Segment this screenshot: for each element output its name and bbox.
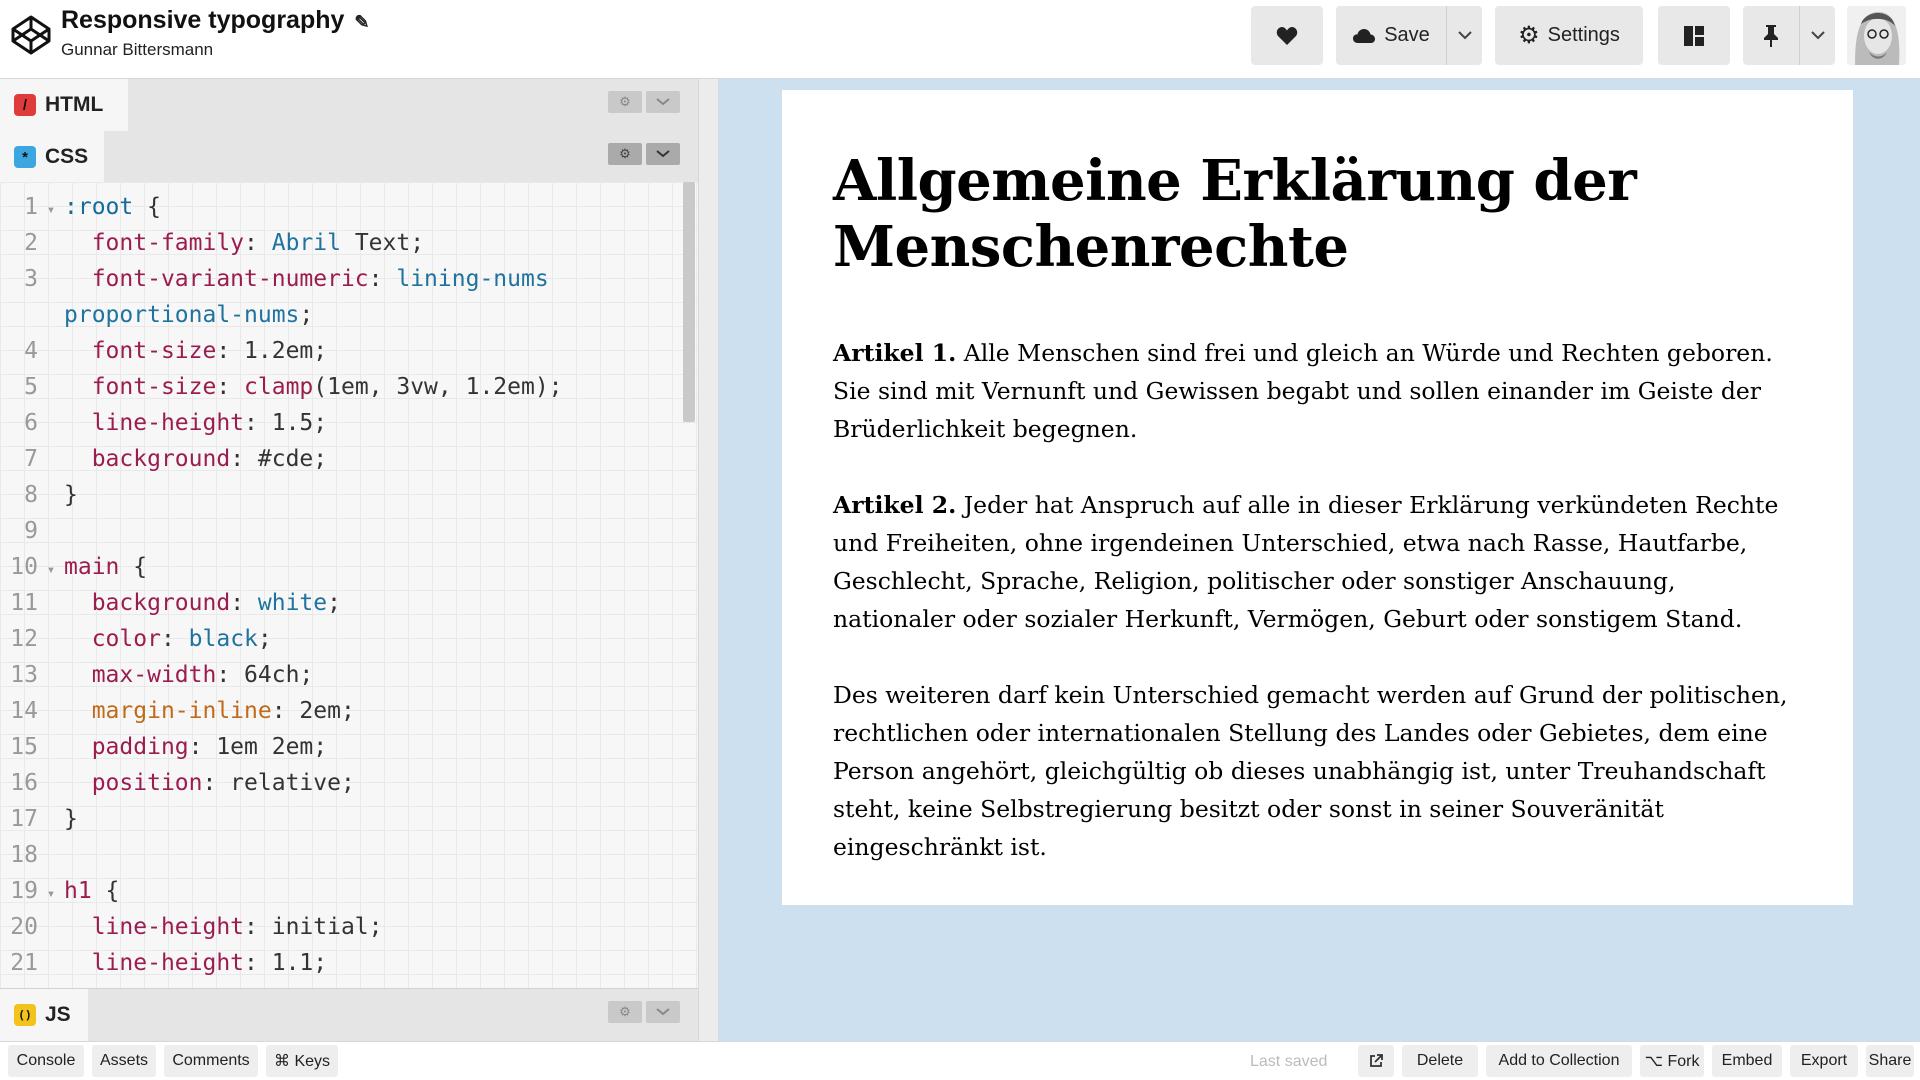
preview-heading: Allgemeine Erklärung der Menschenrechte <box>833 148 1637 280</box>
gear-icon: ⚙ <box>1518 22 1540 49</box>
code-token: ; <box>299 302 314 328</box>
pin-button[interactable] <box>1743 6 1799 65</box>
settings-button[interactable]: ⚙ Settings <box>1495 6 1643 65</box>
html-logo-icon: / <box>14 94 36 116</box>
code-token <box>64 734 92 760</box>
js-settings-button[interactable] <box>608 1001 642 1023</box>
code-token: position <box>91 770 203 796</box>
code-line[interactable] <box>0 477 78 513</box>
code-token: : #cde; <box>230 446 328 472</box>
code-token: background <box>91 590 231 616</box>
code-token: : relative; <box>202 770 355 796</box>
code-token <box>64 410 92 436</box>
codepen-logo-icon[interactable] <box>10 14 52 56</box>
code-token: line-height <box>91 410 245 436</box>
code-token: : <box>216 374 245 400</box>
code-token: white <box>257 590 328 616</box>
code-line[interactable] <box>0 225 424 261</box>
code-token: : <box>230 590 258 616</box>
user-avatar[interactable] <box>1847 6 1906 65</box>
code-scrollbar[interactable] <box>683 182 695 422</box>
js-tab[interactable]: ( ) JS <box>0 989 88 1041</box>
line-number: 13 <box>10 662 38 688</box>
code-token: main <box>64 554 120 580</box>
code-token <box>64 698 92 724</box>
html-settings-button[interactable] <box>608 91 642 113</box>
code-token <box>64 374 92 400</box>
code-token: Abril <box>271 230 341 256</box>
code-line[interactable] <box>0 513 64 549</box>
line-number: 8 <box>24 482 38 508</box>
code-line[interactable] <box>0 441 327 477</box>
line-number: 18 <box>10 842 38 868</box>
code-token <box>64 914 92 940</box>
article-2-continued: Des weiteren darf kein Unterschied gemacht werden auf Grund der politischen, rechtlichen oder internationalen Stellung des Landes oder Gebietes, dem eine Person angehört, gleichgültig ob dieses unabhängig ist, unter Treuhandschaft steht, keine Selbstregierung besitzt oder sonst in seiner Souveränität eingeschränkt ist. <box>833 681 1788 861</box>
css-tab[interactable]: * CSS <box>0 131 104 183</box>
code-token: font-variant-numeric <box>91 266 369 292</box>
code-token <box>64 770 92 796</box>
code-token: line-height <box>91 950 245 976</box>
pin-options-button[interactable] <box>1799 6 1835 65</box>
footer-bar <box>0 1041 1920 1080</box>
code-line[interactable] <box>0 549 147 585</box>
code-line[interactable] <box>0 585 341 621</box>
change-view-button[interactable] <box>1658 6 1730 65</box>
line-number: 2 <box>24 230 38 256</box>
code-token: lining-nums <box>396 266 549 292</box>
code-line[interactable] <box>0 405 327 441</box>
code-token: margin-inline <box>91 698 272 724</box>
chevron-down-icon <box>656 150 670 158</box>
article-1: Artikel 1. Alle Menschen sind frei und gleich an Würde und Rechten geboren. Sie sind mit Vernunft und Gewissen begabt und sollen einander im Geiste der Brüderlichkeit begegnen. <box>833 339 1773 443</box>
code-line[interactable] <box>0 801 78 837</box>
code-token: : 64ch; <box>216 662 314 688</box>
chevron-down-icon <box>656 98 670 106</box>
js-collapse-button[interactable] <box>646 1001 680 1023</box>
code-token: font-family <box>91 230 245 256</box>
share-button[interactable]: Share <box>1866 1045 1914 1077</box>
code-token: { <box>133 194 161 220</box>
line-number: 7 <box>24 446 38 472</box>
code-line[interactable] <box>0 765 355 801</box>
line-number: 4 <box>24 338 38 364</box>
html-editor-header <box>0 79 698 131</box>
chevron-down-icon <box>1811 31 1825 40</box>
code-token: clamp <box>244 374 314 400</box>
code-token: black <box>188 626 258 652</box>
external-link-icon <box>1368 1053 1384 1069</box>
code-token: : 1.2em; <box>216 338 328 364</box>
code-token: { <box>119 554 148 580</box>
code-token: (1em, 3vw, 1.2em); <box>313 374 563 400</box>
code-token: color <box>91 626 161 652</box>
article-2: Artikel 2. Jeder hat Anspruch auf alle in dieser Erklärung verkündeten Rechte und Freiheiten, ohne irgendeinen Unterschied, etwa nach Rasse, Hautfarbe, Geschlecht, Sprache, Religion, politischer oder sonstiger Anschauung, nationaler oder sozialer Herkunft, Vermögen, Geburt oder sonstigem Stand. <box>833 491 1779 633</box>
code-token: : 2em; <box>271 698 355 724</box>
layout-icon <box>1683 25 1705 47</box>
editor-column <box>0 79 698 1041</box>
love-button[interactable] <box>1251 6 1323 65</box>
line-number: 14 <box>10 698 38 724</box>
code-token: padding <box>91 734 189 760</box>
code-line[interactable] <box>0 909 383 945</box>
css-editor-header <box>0 131 698 182</box>
html-tab[interactable]: / HTML <box>0 79 128 131</box>
pane-resizer[interactable] <box>698 79 719 1041</box>
last-saved-status: Last saved <box>1250 1053 1328 1070</box>
code-token: : initial; <box>244 914 383 940</box>
pen-author[interactable]: Gunnar Bittersmann <box>61 40 214 59</box>
css-code-editor[interactable] <box>0 182 698 988</box>
code-token: : 1.5; <box>244 410 328 436</box>
gear-icon: ⚙ <box>619 146 631 161</box>
chevron-down-icon <box>656 1008 670 1016</box>
fold-toggle-icon[interactable]: ▾ <box>46 202 56 218</box>
pin-icon <box>1762 24 1780 48</box>
code-token: : <box>244 230 272 256</box>
pencil-icon[interactable]: ✎ <box>354 12 370 32</box>
code-line[interactable] <box>0 261 549 297</box>
code-token <box>64 230 92 256</box>
code-line[interactable] <box>0 729 327 765</box>
code-line[interactable] <box>0 297 313 333</box>
line-number: 12 <box>10 626 38 652</box>
chevron-down-icon <box>1458 31 1472 40</box>
preview-main <box>782 90 1853 905</box>
code-token: line-height <box>91 914 245 940</box>
comments-button[interactable]: Comments <box>164 1045 258 1077</box>
open-in-new-window-button[interactable] <box>1358 1045 1394 1077</box>
code-token: font-size <box>91 338 217 364</box>
line-number: 16 <box>10 770 38 796</box>
css-logo-icon: * <box>14 146 36 168</box>
code-token: Text; <box>340 230 425 256</box>
delete-button[interactable]: Delete <box>1402 1045 1478 1077</box>
assets-button[interactable]: Assets <box>92 1045 156 1077</box>
fold-toggle-icon[interactable]: ▾ <box>46 886 56 902</box>
line-number: 17 <box>10 806 38 832</box>
code-token: { <box>91 878 120 904</box>
line-number: 11 <box>10 590 38 616</box>
line-number: 1 <box>24 194 38 220</box>
html-collapse-button[interactable] <box>646 91 680 113</box>
code-token: background <box>91 446 231 472</box>
code-line[interactable] <box>0 333 327 369</box>
code-token: } <box>64 806 78 832</box>
add-to-collection-button[interactable]: Add to Collection <box>1486 1045 1632 1077</box>
code-line[interactable] <box>0 873 119 909</box>
code-line[interactable] <box>0 837 64 873</box>
save-options-button[interactable] <box>1446 6 1482 65</box>
line-number: 6 <box>24 410 38 436</box>
code-line[interactable] <box>0 657 313 693</box>
code-token <box>64 590 92 616</box>
gear-icon: ⚙ <box>619 1004 631 1019</box>
console-button[interactable]: Console <box>8 1045 84 1077</box>
css-settings-button[interactable] <box>608 143 642 165</box>
code-token: } <box>64 482 78 508</box>
js-logo-icon: ( ) <box>14 1004 36 1026</box>
line-number: 21 <box>10 950 38 976</box>
line-number: 19 <box>10 878 38 904</box>
line-number: 20 <box>10 914 38 940</box>
line-number: 10 <box>10 554 38 580</box>
code-line[interactable] <box>0 621 272 657</box>
code-line[interactable] <box>0 189 161 225</box>
code-token: proportional-nums <box>64 302 300 328</box>
code-token: : 1.1; <box>244 950 328 976</box>
line-number: 9 <box>24 518 38 544</box>
heart-icon <box>1276 26 1298 46</box>
line-number: 5 <box>24 374 38 400</box>
line-number: 3 <box>24 266 38 292</box>
code-token: h1 <box>64 878 92 904</box>
cloud-icon <box>1352 28 1376 44</box>
fold-toggle-icon[interactable]: ▾ <box>46 562 56 578</box>
export-button[interactable]: Export <box>1790 1045 1858 1077</box>
code-token: font-size <box>91 374 217 400</box>
code-token <box>64 446 92 472</box>
code-line[interactable] <box>0 945 327 981</box>
code-line[interactable] <box>0 693 355 729</box>
save-button[interactable]: Save <box>1336 6 1446 65</box>
fork-button[interactable]: ⌥ Fork <box>1640 1045 1704 1077</box>
code-token: : <box>160 626 189 652</box>
code-token: :root <box>64 194 134 220</box>
css-collapse-button[interactable] <box>646 143 680 165</box>
keys-button[interactable]: ⌘ Keys <box>266 1045 338 1077</box>
js-editor-header <box>0 988 698 1041</box>
gear-icon: ⚙ <box>619 94 631 109</box>
code-token: max-width <box>91 662 217 688</box>
code-token: ; <box>327 590 341 616</box>
avatar-image <box>1847 6 1906 65</box>
line-number: 15 <box>10 734 38 760</box>
code-token: : 1em 2em; <box>188 734 328 760</box>
code-line[interactable] <box>0 369 563 405</box>
code-token <box>64 626 92 652</box>
code-token <box>64 266 92 292</box>
code-token: : <box>368 266 397 292</box>
pen-title[interactable]: Responsive typography ✎ <box>61 6 370 34</box>
code-token <box>64 662 92 688</box>
code-token <box>64 338 92 364</box>
code-token <box>64 950 92 976</box>
app-header <box>0 0 1920 79</box>
code-token: ; <box>257 626 272 652</box>
embed-button[interactable]: Embed <box>1712 1045 1782 1077</box>
